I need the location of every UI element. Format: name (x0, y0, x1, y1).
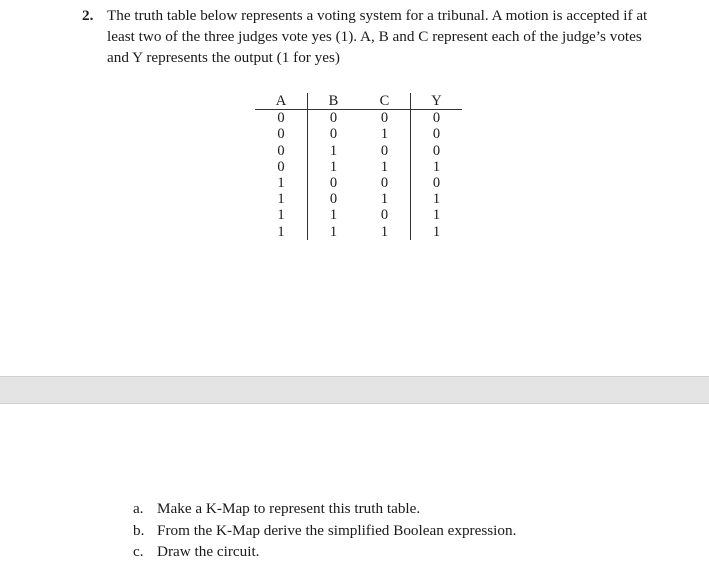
cell-y: 1 (432, 158, 441, 175)
task-marker: a. (133, 500, 144, 517)
cell-b: 1 (329, 142, 338, 159)
task-marker: b. (133, 521, 145, 539)
cell-y: 0 (432, 110, 441, 127)
cell-c: 0 (359, 175, 411, 191)
cell-c: 1 (359, 126, 411, 142)
header-a: A (255, 93, 308, 110)
cell-c: 1 (359, 159, 411, 175)
question-block (82, 5, 682, 68)
task-list (133, 498, 516, 563)
cell-a: 1 (255, 224, 308, 240)
table-row (255, 110, 462, 127)
task-item (133, 520, 516, 542)
cell-a: 1 (255, 175, 308, 191)
header-c: C (359, 93, 411, 110)
task-item (133, 498, 516, 520)
table-row (255, 143, 462, 159)
task-text: Make a K-Map to represent this truth table. (157, 500, 421, 517)
cell-c: 1 (359, 191, 411, 207)
cell-y: 0 (432, 142, 441, 159)
cell-b: 0 (329, 175, 338, 192)
cell-a: 0 (255, 110, 308, 127)
cell-b: 0 (329, 110, 338, 127)
question-text: The truth table below represents a voting system for a tribunal. A motion is accepted if at least two of the three judges vote yes (1). A, B and C represent each of the judge’s votes and Y represents the output (1 for yes) (107, 7, 648, 66)
truth-table-header-row (255, 93, 462, 110)
cell-y: 0 (432, 175, 441, 192)
question-number: 2. (82, 7, 94, 24)
cell-a: 0 (255, 159, 308, 175)
truth-table (255, 93, 462, 240)
cell-b: 1 (329, 158, 338, 175)
task-text: Draw the circuit. (157, 543, 260, 560)
cell-a: 1 (255, 191, 308, 207)
cell-a: 0 (255, 126, 308, 142)
cell-y: 1 (432, 223, 441, 240)
cell-b: 1 (329, 223, 338, 240)
cell-b: 1 (329, 207, 338, 224)
cell-b: 0 (329, 126, 338, 143)
cell-b: 0 (329, 191, 338, 208)
cell-c: 0 (359, 207, 411, 223)
table-row (255, 224, 462, 240)
cell-y: 0 (432, 126, 441, 143)
header-y: Y (411, 93, 463, 110)
task-item (133, 541, 516, 563)
cell-c: 0 (359, 110, 411, 127)
table-row (255, 126, 462, 142)
table-row (255, 175, 462, 191)
table-row (255, 207, 462, 223)
cell-c: 1 (359, 224, 411, 240)
cell-c: 0 (359, 143, 411, 159)
table-row (255, 159, 462, 175)
page-break-band (0, 376, 709, 404)
cell-y: 1 (432, 207, 441, 224)
cell-a: 0 (255, 143, 308, 159)
header-b: B (308, 93, 360, 110)
table-row (255, 191, 462, 207)
cell-y: 1 (432, 191, 441, 208)
cell-a: 1 (255, 207, 308, 223)
task-marker: c. (133, 543, 144, 560)
task-text: From the K-Map derive the simplified Boolean expression. (157, 521, 517, 539)
